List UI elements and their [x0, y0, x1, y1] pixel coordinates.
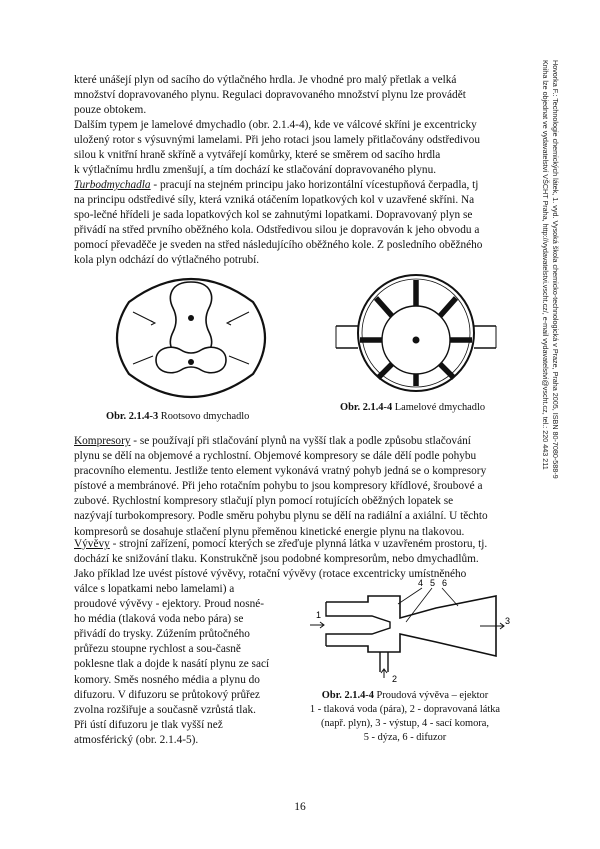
- vane-blower-diagram: [332, 270, 500, 398]
- caption-ejector-legend: 1 - tlaková voda (pára), 2 - dopravovaná látka (např. plyn), 3 - výstup, 4 - sací komora, 5 - dýza, 6 - difuzor: [309, 704, 501, 743]
- roots-blower-diagram: [111, 270, 271, 405]
- caption-vane-text: Lamelové dmychadlo: [394, 402, 486, 413]
- paragraph-compressors-text: - se používají při stlačování plynů na vyšší tlak a podle způsobu stlačování plynu se dělí na objemové a rychlostní. Objemové kompresory se dále dělí podle pohybu pracovního elementu. Jestliže tento element vykonává vratný pohyb jedná se o kompresory pístové a membránové. Při jeho rotačním pohybu to jsou kompresory křídlové, šroubové a zubové. Rychlostní kompresory stlačují plyn pomocí rotujících oběžných lopatek se nazývají turbokompresory. Podle směru pohybu plynu se dělí na radiální a axiální. U těchto kompresorů se dosahuje stlačení plynu přeměnou kinetické energie plynu na tlakovou.: [74, 435, 488, 538]
- side-publisher-note: [540, 60, 560, 660]
- caption-vane-blower: [340, 401, 485, 415]
- paragraph-vacuum-pumps: [74, 537, 536, 582]
- caption-ejector-number: Obr. 2.1.4-4: [321, 690, 374, 701]
- term-vacuum-pumps: Vývěvy: [74, 538, 110, 550]
- ejector-label-6: 6: [442, 578, 448, 588]
- ejector-label-4: 4: [418, 578, 424, 588]
- side-note-line-1: Hovorka F.: Technologie chemických látek, 1. vyd. Vysoká škola chemicko-technologická v Praze, Praha 2005, ISBN 80-7080-588-9: [551, 60, 560, 479]
- caption-roots-blower: [106, 410, 249, 424]
- term-turboblowers: Turbodmychadla: [74, 179, 151, 191]
- caption-roots-number: Obr. 2.1.4-3: [106, 411, 159, 422]
- ejector-diagram: [308, 578, 514, 684]
- caption-ejector: [300, 689, 510, 745]
- side-note-line-2: Kniha lze objednat ve vydavatelství VŠCHT Praha, http://vydavatelstvi.vscht.cz/, e-mail vydavatelstvi@vscht.cz, tel.: 220 443 211: [541, 60, 550, 470]
- ejector-label-3: 3: [505, 616, 511, 626]
- caption-roots-text: Rootsovo dmychadlo: [160, 411, 250, 422]
- page-number: 16: [294, 801, 306, 813]
- paragraph-vacuum-pumps-text: - strojní zařízení, pomocí kterých se zřeďuje plynná látka v uzavřeném prostoru, tj. dochází ke snižování tlaku. Konstrukčně jsou podobné kompresorům, nebo dmychadlům. Jako příklad lze uvést pístové vývěvy, rotační vývěvy (rotace excentricky umístněného: [74, 538, 488, 581]
- paragraph-ejector: válce s lopatkami nebo lamelami) a proudové vývěvy - ejektory. Proud nosné- ho média (tlaková voda nebo pára) se přivádí do trysky. Zúžením průtočného průřezu stoupne rychlost a sou-časně poklesne tlak a dojde k nasátí plynu ze sací komory. Směs nosného média a plynu do difuzoru. V difuzoru se průtokový průřez zvolna rozšiřuje a současně vzrůstá tlak. Při ústí difuzoru je tlak vyšší než atmosférický (obr. 2.1.4-5).: [74, 583, 270, 746]
- paragraph-turboblowers-text: - pracují na stejném principu jako horizontální vícestupňová čerpadla, tj na principu odstředivé síly, která vzniká otáčením lopatkových kol v uzavřené skříni. Na spo-lečné hřídeli je sada lopatkových kol se zahnutými lopatkami. Dopravovaný plyn se přivádí na střed prvního oběžného kola. Odstředivou silou je dopravován k jeho obvodu a pomocí převaděče je sveden na střed následujícího oběžného kole. Z posledního oběžného kola plyn odchází do výtlačného potrubí.: [74, 179, 483, 267]
- term-compressors: Kompresory: [74, 435, 131, 447]
- paragraph-turboblowers: [74, 178, 536, 269]
- paragraph-vane-blower: Dalším typem je lamelové dmychadlo (obr. 2.1.4-4), kde ve válcové skříni je excentricky uložený rotor s výsuvnými lamelami. Při jeho rotaci jsou lamely přitlačovány odstředivou silou k vnitřní hraně skříně a vytvářejí komůrky, které se směrem od sacího hrdla k výtlačnímu hrdlu zmenšují, a tím dochází ke stlačování dopravovaného plynu.: [74, 119, 480, 177]
- caption-vane-number: Obr. 2.1.4-4: [340, 402, 393, 413]
- paragraph-roots-end: které unášejí plyn od sacího do výtlačného hrdla. Je vhodné pro malý přetlak a velká množství dopravovaného plynu. Regulaci dopravovaného množství plynu lze provádět pouze obtokem.: [74, 74, 466, 117]
- ejector-label-1: 1: [316, 610, 322, 620]
- ejector-label-2: 2: [392, 674, 398, 684]
- caption-ejector-title: Proudová vývěva – ejektor: [376, 690, 489, 701]
- ejector-label-5: 5: [430, 578, 436, 588]
- paragraph-compressors: [74, 434, 536, 540]
